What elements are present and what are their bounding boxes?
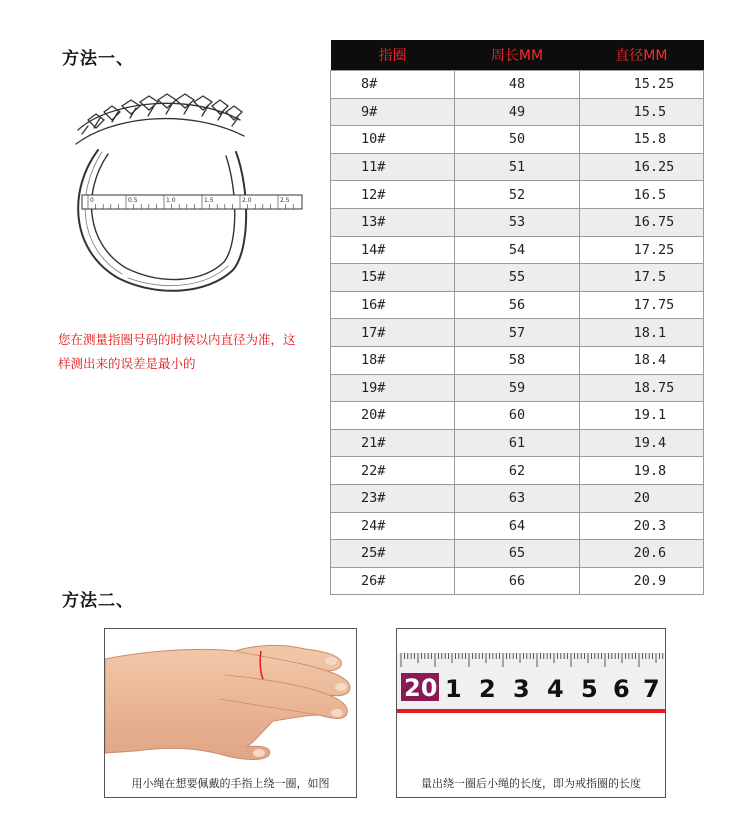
tape-number: 1: [445, 675, 462, 703]
circumference-cell: 52: [455, 181, 579, 209]
ring-measurement-illustration: [68, 80, 308, 300]
diameter-cell: 17.75: [579, 291, 703, 319]
size-cell: 24#: [331, 512, 455, 540]
ruler-tick-label: 1.0: [166, 197, 176, 204]
size-cell: 8#: [331, 71, 455, 99]
table-row: [331, 512, 704, 540]
size-cell: 12#: [331, 181, 455, 209]
circumference-cell: 60: [455, 402, 579, 430]
table-row: [331, 484, 704, 512]
size-cell: 22#: [331, 457, 455, 485]
table-row: [331, 181, 704, 209]
table-row: [331, 126, 704, 154]
tape-number: 7: [643, 675, 660, 703]
table-row: [331, 291, 704, 319]
table-row: [331, 374, 704, 402]
ruler: [82, 195, 302, 209]
circumference-cell: 59: [455, 374, 579, 402]
diameter-cell: 18.75: [579, 374, 703, 402]
circumference-cell: 63: [455, 484, 579, 512]
diameter-cell: 18.1: [579, 319, 703, 347]
circumference-cell: 64: [455, 512, 579, 540]
diameter-cell: 19.4: [579, 429, 703, 457]
size-cell: 17#: [331, 319, 455, 347]
circumference-cell: 55: [455, 264, 579, 292]
table-row: [331, 208, 704, 236]
circumference-cell: 62: [455, 457, 579, 485]
tape-number: 4: [547, 675, 564, 703]
measurement-note: 您在测量指圈号码的时候以内直径为准，这样测出来的误差是最小的: [58, 332, 296, 371]
hand-illustration: [105, 629, 356, 769]
circumference-cell: 48: [455, 71, 579, 99]
col-header-size: 指圈: [331, 40, 455, 71]
size-cell: 15#: [331, 264, 455, 292]
circumference-cell: 51: [455, 153, 579, 181]
size-cell: 26#: [331, 567, 455, 595]
circumference-cell: 66: [455, 567, 579, 595]
diameter-cell: 20.3: [579, 512, 703, 540]
ruler-tick-label: 0: [90, 197, 94, 204]
size-cell: 20#: [331, 402, 455, 430]
table-row: [331, 236, 704, 264]
diameter-cell: 19.1: [579, 402, 703, 430]
size-cell: 10#: [331, 126, 455, 154]
table-row: [331, 567, 704, 595]
diameter-cell: 20.9: [579, 567, 703, 595]
circumference-cell: 65: [455, 540, 579, 568]
circumference-cell: 50: [455, 126, 579, 154]
method-one-heading: 方法一、: [62, 49, 134, 69]
diameter-cell: 20: [579, 484, 703, 512]
ruler-tick-label: 1.5: [204, 197, 214, 204]
size-cell: 16#: [331, 291, 455, 319]
tape-number: 3: [513, 675, 530, 703]
circumference-cell: 49: [455, 98, 579, 126]
diameter-cell: 15.8: [579, 126, 703, 154]
table-row: [331, 402, 704, 430]
size-cell: 19#: [331, 374, 455, 402]
size-cell: 9#: [331, 98, 455, 126]
diameter-cell: 15.5: [579, 98, 703, 126]
hand-photo: [104, 628, 357, 798]
table-row: [331, 457, 704, 485]
tape-number: 5: [581, 675, 598, 703]
size-cell: 14#: [331, 236, 455, 264]
diameter-cell: 18.4: [579, 346, 703, 374]
table-row: [331, 153, 704, 181]
table-row: [331, 429, 704, 457]
ruler-tick-label: 2.5: [280, 197, 290, 204]
circumference-cell: 56: [455, 291, 579, 319]
table-header-row: [331, 40, 704, 71]
method-two-heading: 方法二、: [62, 591, 134, 611]
size-cell: 13#: [331, 208, 455, 236]
tape-caption: 量出绕一圈后小绳的长度，即为戒指圈的长度: [421, 777, 641, 790]
circumference-cell: 58: [455, 346, 579, 374]
table-row: [331, 264, 704, 292]
size-cell: 18#: [331, 346, 455, 374]
circumference-cell: 53: [455, 208, 579, 236]
size-cell: 11#: [331, 153, 455, 181]
size-cell: 23#: [331, 484, 455, 512]
table-row: [331, 319, 704, 347]
circumference-cell: 54: [455, 236, 579, 264]
tape-measure-illustration: [397, 629, 665, 729]
diameter-cell: 16.25: [579, 153, 703, 181]
tape-number: 2: [479, 675, 496, 703]
size-cell: 21#: [331, 429, 455, 457]
col-header-circumference: 周长MM: [455, 40, 579, 71]
table-row: [331, 98, 704, 126]
hand-caption: 用小绳在想要佩戴的手指上绕一圈，如图: [131, 777, 330, 790]
diameter-cell: 16.75: [579, 208, 703, 236]
table-row: [331, 346, 704, 374]
circumference-cell: 61: [455, 429, 579, 457]
diameter-cell: 16.5: [579, 181, 703, 209]
tape-number-start: 20: [404, 674, 438, 702]
ruler-tick-label: 2.0: [242, 197, 252, 204]
tape-number: 6: [613, 675, 630, 703]
table-row: [331, 71, 704, 99]
ring-sketch: [76, 94, 246, 291]
diameter-cell: 17.5: [579, 264, 703, 292]
diameter-cell: 17.25: [579, 236, 703, 264]
table-row: [331, 540, 704, 568]
diameter-cell: 19.8: [579, 457, 703, 485]
col-header-diameter: 直径MM: [579, 40, 703, 71]
ring-size-table: [330, 40, 704, 595]
ruler-tick-label: 0.5: [128, 197, 138, 204]
tape-measure-photo: [396, 628, 666, 798]
size-cell: 25#: [331, 540, 455, 568]
circumference-cell: 57: [455, 319, 579, 347]
diameter-cell: 15.25: [579, 71, 703, 99]
diameter-cell: 20.6: [579, 540, 703, 568]
